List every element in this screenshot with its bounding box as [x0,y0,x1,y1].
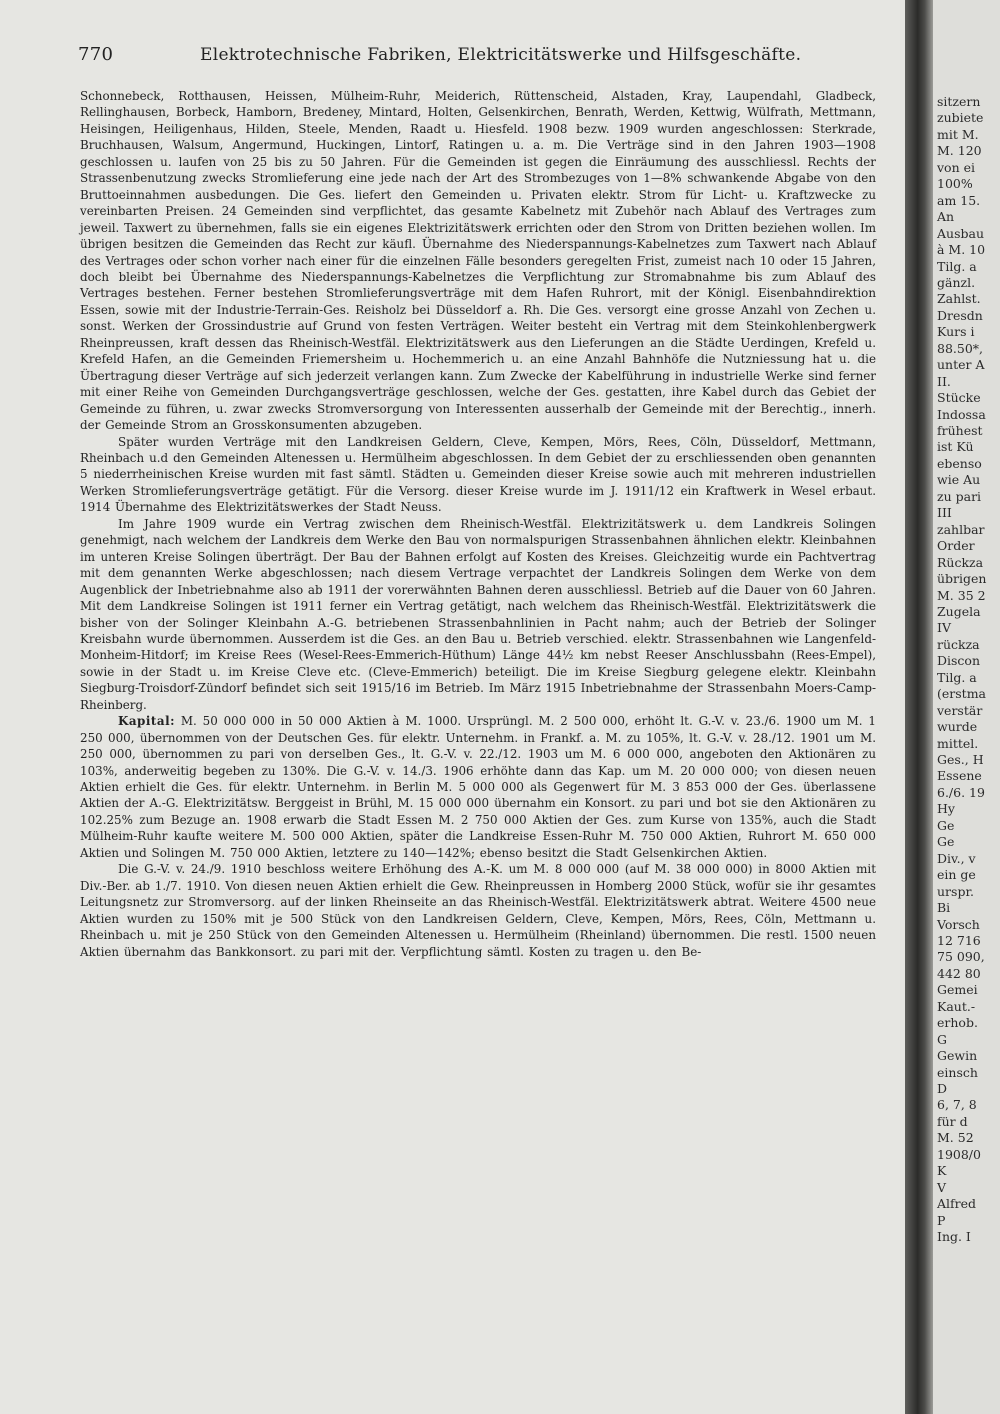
fragment-line: M. 52 [937,1130,974,1146]
fragment-line: Ge [937,834,955,850]
fragment-line: III [937,505,952,521]
fragment-line: Rückza [937,554,984,570]
fragment-line: Essene [937,768,982,784]
next-page-column-fragment [933,0,1000,1414]
fragment-line: Ge [937,817,955,833]
fragment-line: IV [937,620,951,636]
fragment-line: übrigen [937,571,987,587]
fragment-line: von ei [937,159,976,175]
book-gutter [905,0,933,1414]
fragment-line: Kurs i [937,324,975,340]
fragment-line: Gewin [937,1048,978,1064]
fragment-line: ein ge [937,867,976,883]
fragment-line: 100% [937,176,973,192]
fragment-line: à M. 10 [937,242,986,258]
fragment-line: Dresdn [937,307,983,323]
fragment-line: Ing. I [937,1229,971,1245]
fragment-line: Zahlst. [937,291,981,307]
fragment-line: einsch [937,1064,978,1080]
fragment-line: 12 716 [937,932,981,948]
fragment-line: verstär [937,702,983,718]
fragment-line: für d [937,1113,968,1129]
fragment-line: Indossa [937,406,986,422]
paragraph-1: Schonnebeck, Rotthausen, Heissen, Mülheim-Ruhr, Meiderich, Rüttenscheid, Alstaden, Kray, Laupendahl, Gladbeck, Rellinghausen, Borbeck, Hamborn, Bredeney, Mintard, Holten, Gelsenkirchen, Benrath, Werden, Kettwig, Wülfrath, Mettmann, Heisingen, Heiligenhaus, Hilden, Steele, Menden, Raadt u. Hiesfeld. 1908 bezw. 1909 wurden angeschlossen: Sterkrade, Bruchhausen, Walsum, Angermund, Huckingen, Lintorf, Ratingen u. a. m. Die Verträge sind in den Jahren 1903—1908 geschlossen u. laufen von 25 bis zu 50 Jahren. Für die Gemeinden ist gegen die Einräumung des ausschliessl. Rechts der Strassenbenutzung zwecks Stromlieferung eine jede nach der Art des Strombezuges von 1—8% schwankende Abgabe von den Bruttoeinnahmen ausbedungen. Die Ges. liefert den Gemeinden u. Privaten elektr. Strom für Licht- u. Kraftzwecke zu vereinbarten Preisen. 24 Gemeinden sind verpflichtet, das gesamte Kabelnetz mit Zubehör nach Ablauf des Vertrages zum jeweil. Taxwert zu übernehmen, falls sie ein eigenes Elektrizitätswerk errichten oder den Strom von Dritten beziehen wollen. Im übrigen besitzen die Gemeinden das Recht zur käufl. Übernahme des Niederspannungs-Kabelnetzes zum Taxwert nach Ablauf des Vertrages oder schon vorher nach einer für die einzelnen Fälle besonders geregelten Frist, zumeist nach 10 oder 15 Jahren, doch bleibt bei Übernahme des Niederspannungs-Kabelnetzes die Verpflichtung zur Stromabnahme bis zum Ablauf des Vertrages bestehen. Ferner bestehen Stromlieferungsverträge mit dem Hafen Ruhrort, mit der Königl. Eisenbahndirektion Essen, sowie mit der Industrie-Terrain-Ges. Reisholz bei Düsseldorf a. Rh. Die Ges. versorgt eine grosse Anzahl von Zechen u. sonst. Werken der Grossindustrie auf Grund von festen Verträgen. Weiter besteht ein Vertrag mit dem Steinkohlenbergwerk Rheinpreussen, kraft dessen das Rheinisch-Westfäl. Elektrizitätswerk aus den Lieferungen an die Städte Uerdingen, Krefeld u. Krefeld Hafen, an die Gemeinden Friemersheim u. Hochemmerich u. an eine Anzahl Bahnhöfe die Nutzniessung hat u. die Übertragung dieser Verträge auf sich jederzeit verlangen kann. Zum Zwecke der Kabelführung in industrielle Werke sind ferner mit einer Reihe von Gemeinden Durchgangsverträge geschlossen, welche der Ges. gestatten, ihre Kabel durch das Gebiet der Gemeinde zu führen, u. zwar zwecks Stromversorgung von Interessenten ausserhalb der Gemeinde mit der Berechtig., innerh. der Gemeinde Strom an Grosskonsumenten abzugeben. [80,89,876,433]
fragment-line: Ges., H [937,752,984,767]
paragraph-5: Die G.-V. v. 24./9. 1910 beschloss weitere Erhöhung des A.-K. um M. 8 000 000 (auf M. 38 000 000) in 8000 Aktien mit Div.-Ber. ab 1./7. 1910. Von diesen neuen Aktien erhielt die Gew. Rheinpreussen in Homberg 2000 Stück, wofür sie ihr gesamtes Leitungsnetz zur Stromversorg. auf der linken Rheinseite an das Rheinisch-Westfäl. Elektrizitätswerk abtrat. Weitere 4500 neue Aktien wurden zu 150% mit je 500 Stück von den Landkreisen Geldern, Cleve, Kempen, Mörs, Rees, Cöln, Mettmann u. Rheinbach u. mit je 250 Stück von den Gemeinden Altenessen u. Hermülheim (Rheinland) übernommen. Die restl. 1500 neuen Aktien übernahm das Bankkonsort. zu pari mit der. Verpflichtung sämtl. Kosten zu tragen u. den Be- [80,862,876,959]
fragment-line: wurde [937,719,978,735]
fragment-line: M. 120 [937,143,982,159]
fragment-line: mittel. [937,735,979,751]
kapital-label: Kapital: [118,714,175,729]
fragment-line: Ausbau [937,225,984,241]
fragment-line: rückza [937,636,980,652]
paragraph-3: Im Jahre 1909 wurde ein Vertrag zwischen dem Rheinisch-Westfäl. Elektrizitätswerk u. dem Landkreis Solingen genehmigt, nach welchem der Landkreis dem Werke den Bau von normalspurigen Strassenbahnen ähnlichen elektr. Kleinbahnen im unteren Kreise Solingen überträgt. Der Bau der Bahnen erfolgt auf Kosten des Kreises. Gleichzeitig wurde ein Pachtvertrag mit dem genannten Werke abgeschlossen; nach diesem Vertrage verpachtet der Landkreis Solingen dem Werke von dem Augenblick der Inbetriebnahme also ab 1911 der vorerwähnten Bahnen deren ausschliessl. Betrieb auf die Dauer von 60 Jahren. Mit dem Landkreise Solingen ist 1911 ferner ein Vertrag getätigt, nach welchem das Rheinisch-Westfäl. Elektrizitätswerk die bisher von der Solinger Kleinbahn A.-G. betriebenen Strassenbahnlinien in Pacht nahm; auch der Betrieb der Solinger Kreisbahn wurde übernommen. Ausserdem ist die Ges. an den Bau u. Betrieb verschied. elektr. Strassenbahnen wie Langenfeld-Monheim-Hitdorf; im Kreise Rees (Wesel-Rees-Emmerich-Hüthum) Länge 44½ km nebst Reeser Anschlussbahn (Rees-Empel), sowie in der Stadt u. im Kreise Cleve etc. (Cleve-Emmerich) beteiligt. Die im Kreise Siegburg gelegene elektr. Kleinbahn Siegburg-Troisdorf-Zündorf befindet sich seit 1915/16 im Betrieb. Im März 1915 Inbetriebnahme der Strassenbahn Moers-Camp-Rheinberg. [80,516,876,712]
fragment-line: sitzern [937,94,981,109]
fragment-line: 75 090, [937,949,985,965]
fragment-line: Hy [937,801,955,817]
fragment-line: wie Au [937,472,981,488]
fragment-line: mit M. [937,126,979,142]
fragment-line: frühest [937,423,983,438]
fragment-line: V [937,1179,947,1195]
fragment-line: K [937,1163,947,1179]
fragment-line: 6, 7, 8 [937,1097,977,1113]
fragment-line: Zugela [937,603,981,619]
fragment-line: zahlbar [937,521,985,537]
page-number: 770 [78,44,114,65]
fragment-line: G [937,1031,947,1047]
fragment-line: D [937,1081,948,1096]
fragment-line: erhob. [937,1015,978,1031]
paragraph-2: Später wurden Verträge mit den Landkreisen Geldern, Cleve, Kempen, Mörs, Rees, Cöln, Düsseldorf, Mettmann, Rheinbach u.d den Gemeinden Altenessen u. Hermülheim abgeschlossen. In dem Gebiet der zu erschliessenden oben genannten 5 niederrheinischen Kreise wurden mit fast sämtl. Städten u. Gemeinden dieser Kreise sowie auch mit mehreren industriellen Werken Stromlieferungsverträge getätigt. Für die Versorg. dieser Kreise wurde im J. 1911/12 ein Kraftwerk in Wesel erbaut. 1914 Übernahme des Elektrizitätswerkes der Stadt Neuss. [80,434,876,515]
fragment-line: An [937,209,955,225]
fragment-line: Stücke [937,390,981,406]
fragment-line: Bi [937,900,951,916]
fragment-line: zu pari [937,488,982,504]
fragment-line: zubiete [937,110,984,126]
fragment-line: M. 35 2 [937,587,986,603]
fragment-line: unter A [937,357,985,373]
fragment-line: Gemei [937,982,978,998]
fragment-line: Div., v [937,850,976,866]
fragment-line: Tilg. a [937,669,977,685]
fragment-line: Kaut.- [937,998,976,1014]
fragment-line: P [937,1212,946,1228]
fragment-line: Alfred [937,1196,977,1212]
fragment-line: ist Kü [937,439,974,455]
fragment-line: 1908/0 [937,1146,981,1162]
fragment-line: Order [937,538,975,554]
fragment-line: II. [937,373,951,389]
fragment-line: gänzl. [937,274,976,290]
running-title: Elektrotechnische Fabriken, Elektricitätswerke und Hilfsgeschäfte. [200,45,802,65]
fragment-line: 442 80 [937,965,981,981]
fragment-line: 6./6. 19 [937,784,985,800]
page-header [78,44,878,74]
fragment-line: urspr. [937,883,975,899]
paragraph-kapital: Kapital: M. 50 000 000 in 50 000 Aktien à M. 1000. Ursprüngl. M. 2 500 000, erhöht lt. G.-V. v. 23./6. 1900 um M. 1 250 000, übernommen von der Deutschen Ges. für elektr. Unternehm. in Frankf. a. M. zu 105%, lt. G.-V. v. 28./12. 1901 um M. 250 000, übernommen zu pari von derselben Ges., lt. G.-V. v. 22./12. 1903 um M. 6 000 000, angeboten den Aktionären zu 103%, anderweitig begeben zu 130%. Die G.-V. v. 14./3. 1906 erhöhte dann das Kap. um M. 20 000 000; von diesen neuen Aktien erhielt die Ges. für elektr. Unternehm. in Berlin M. 5 000 000 als Gegenwert für M. 3 853 000 der Ges. überlassene Aktien der A.-G. Elektrizitätsw. Berggeist in Brühl, M. 15 000 000 übernahm ein Konsort. zu pari und bot sie den Aktionären zu 102.25% zum Bezuge an. 1908 erwarb die Stadt Essen M. 2 750 000 Aktien der Ges. zum Kurse von 135%, auch die Stadt Mülheim-Ruhr kaufte weitere M. 500 000 Aktien, später die Landkreise Essen-Ruhr M. 750 000 Aktien, Ruhrort M. 650 000 Aktien und Solingen M. 750 000 Aktien, letztere zu 140—142%; ebenso besitzt die Stadt Gelsenkirchen Aktien. [80,714,876,860]
fragment-line: am 15. [937,192,981,208]
fragment-line: ebenso [937,455,982,471]
fragment-line: (erstma [937,686,986,702]
fragment-line: Vorsch [937,916,980,932]
fragment-line: Tilg. a [937,258,977,274]
fragment-line: Discon [937,653,981,669]
main-column [80,88,876,960]
fragment-line: 88.50*, [937,340,984,356]
